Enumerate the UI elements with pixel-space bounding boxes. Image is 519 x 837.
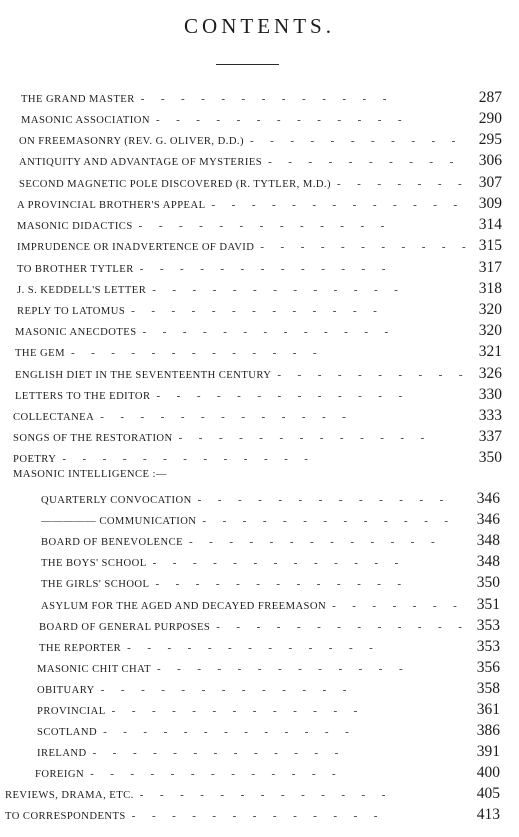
toc-entry-page: 413 [476,806,500,823]
toc-entry [39,617,500,637]
toc-entry-page: 326 [478,365,502,382]
toc-entry-page: 321 [478,343,502,360]
toc-entry-page: 318 [478,280,502,297]
toc-entry [37,701,500,721]
toc-entry-page: 356 [476,659,500,676]
toc-entry-label: ENGLISH DIET IN THE SEVENTEENTH CENTURY [15,370,272,381]
toc-entry-label: IMPRUDENCE OR INADVERTENCE OF DAVID [17,242,255,253]
toc-entry-label: THE GRAND MASTER [21,94,135,105]
toc-entry-page: 309 [478,195,502,212]
title-rule [216,64,279,65]
toc-entry-label: THE REPORTER [39,643,122,654]
toc-section-heading [13,469,502,489]
toc-entry-label: BOARD OF BENEVOLENCE [41,537,184,548]
toc-entry [15,365,502,385]
toc-entry [41,511,500,531]
toc-leader [87,747,466,759]
toc-leader [97,726,466,738]
toc-entry [13,449,502,469]
toc-entry [17,216,502,236]
toc-entry-label: REPLY TO LATOMUS [17,306,126,317]
toc-entry [37,680,500,700]
toc-entry-page: 346 [476,490,500,507]
toc-entry [41,553,500,573]
toc-leader [331,178,468,190]
toc-entry [41,490,500,510]
toc-entry [41,574,500,594]
toc-entry-label: MASONIC DIDACTICS [17,221,133,232]
toc-entry-page: 358 [476,680,500,697]
toc-leader [151,390,469,402]
toc-entry-label: PROVINCIAL [37,706,106,717]
toc-entry-page: 320 [478,301,502,318]
toc-entry [21,110,502,130]
toc-leader [125,305,468,317]
toc-entry-page: 350 [476,574,500,591]
toc-leader [94,411,468,423]
toc-leader [106,705,466,717]
toc-entry [39,638,500,658]
toc-entry [35,764,500,784]
toc-leader [173,432,468,444]
toc-entry-label: THE GIRLS' SCHOOL [41,579,150,590]
toc-entry-label: SECOND MAGNETIC POLE DISCOVERED (R. TYTLER, M.D.) [19,179,332,190]
toc-entry-label: OBITUARY [37,685,95,696]
toc-entry-label: A PROVINCIAL BROTHER'S APPEAL [17,200,206,211]
toc-leader [210,621,466,633]
toc-entry [13,407,502,427]
toc-leader [183,536,466,548]
toc-entry [5,806,500,826]
toc-entry-label: TO CORRESPONDENTS [5,811,126,822]
toc-entry-label: BOARD OF GENERAL PURPOSES [39,622,211,633]
toc-entry [17,237,502,257]
toc-entry-page: 353 [476,638,500,655]
toc-entry-page: 361 [476,701,500,718]
toc-entry [13,428,502,448]
toc-entry-label: J. S. KEDDELL'S LETTER [17,285,147,296]
toc-entry-label: QUARTERLY CONVOCATION [41,495,192,506]
toc-entry-label: ON FREEMASONRY (REV. G. OLIVER, D.D.) [19,136,245,147]
toc-entry-page: 353 [476,617,500,634]
toc-leader [149,578,466,590]
toc-leader [326,600,466,612]
toc-entry-label: MASONIC CHIT CHAT [37,664,151,675]
toc-entry-page: 405 [476,785,500,802]
toc-leader [254,241,468,253]
toc-entry-label: LETTERS TO THE EDITOR [15,391,151,402]
toc-entry [15,386,502,406]
toc-entry-page: 287 [478,89,502,106]
toc-leader [95,684,466,696]
toc-entry [17,195,502,215]
toc-entry-label: SONGS OF THE RESTORATION [13,433,173,444]
toc-leader [134,789,466,801]
toc-leader [262,156,468,168]
page-title: CONTENTS. [184,14,335,38]
toc-entry [17,280,502,300]
toc-entry [15,343,502,363]
toc-entry [17,301,502,321]
toc-entry-label: ————— COMMUNICATION [41,516,197,527]
toc-entry-page: 314 [478,216,502,233]
toc-entry [19,131,502,151]
toc-entry-page: 290 [478,110,502,127]
toc-entry-label: MASONIC INTELLIGENCE :— [13,469,167,480]
toc-entry-page: 348 [476,553,500,570]
toc-leader [244,135,468,147]
toc-entry-page: 351 [476,596,500,613]
toc-entry-page: 306 [478,152,502,169]
toc-leader [134,263,468,275]
toc-entry-page: 315 [478,237,502,254]
toc-entry [41,596,500,616]
toc-entry-page: 386 [476,722,500,739]
toc-entry-label: COLLECTANEA [13,412,95,423]
toc-entry-label: MASONIC ANECDOTES [15,327,137,338]
toc-entry-page: 330 [478,386,502,403]
toc-entry [15,322,502,342]
toc-entry-page: 333 [478,407,502,424]
toc-leader [271,369,468,381]
toc-entry-page: 320 [478,322,502,339]
toc-entry-label: THE BOYS' SCHOOL [41,558,147,569]
toc-entry [37,743,500,763]
toc-leader [146,284,468,296]
toc-entry-label: TO BROTHER TYTLER [17,264,134,275]
toc-entry [5,785,500,805]
toc-leader [151,663,466,675]
toc-leader [65,347,468,359]
toc-leader [196,515,466,527]
toc-entry [21,89,502,109]
toc-entry-page: 348 [476,532,500,549]
toc-entry-page: 400 [476,764,500,781]
toc-entry-label: POETRY [13,454,57,465]
toc-leader [137,326,468,338]
toc-entry-label: IRELAND [37,748,87,759]
toc-entry-page: 295 [478,131,502,148]
toc-entry-label: THE GEM [15,348,65,359]
toc-entry-label: MASONIC ASSOCIATION [21,115,150,126]
toc-entry-page: 337 [478,428,502,445]
toc-leader [135,93,468,105]
toc-leader [192,494,466,506]
toc-leader [121,642,466,654]
toc-leader [150,114,468,126]
toc-entry [19,152,502,172]
toc-entry-label: SCOTLAND [37,727,98,738]
toc-entry [37,659,500,679]
toc-leader [206,199,468,211]
toc-entry-page: 307 [478,174,502,191]
toc-entry [19,174,502,194]
toc-leader [56,453,468,465]
toc-entry [41,532,500,552]
toc-leader [84,768,466,780]
toc-entry-page: 346 [476,511,500,528]
toc-leader [126,810,466,822]
toc-entry-label: FOREIGN [35,769,85,780]
toc-entry-label: REVIEWS, DRAMA, ETC. [5,790,134,801]
toc-entry-page: 350 [478,449,502,466]
toc-entry-label: ASYLUM FOR THE AGED AND DECAYED FREEMASON [41,601,327,612]
toc-leader [147,557,466,569]
toc-leader [133,220,468,232]
toc-entry-label: ANTIQUITY AND ADVANTAGE OF MYSTERIES [19,157,263,168]
toc-entry [37,722,500,742]
toc-entry [17,259,502,279]
toc-entry-page: 391 [476,743,500,760]
toc-entry-page: 317 [478,259,502,276]
